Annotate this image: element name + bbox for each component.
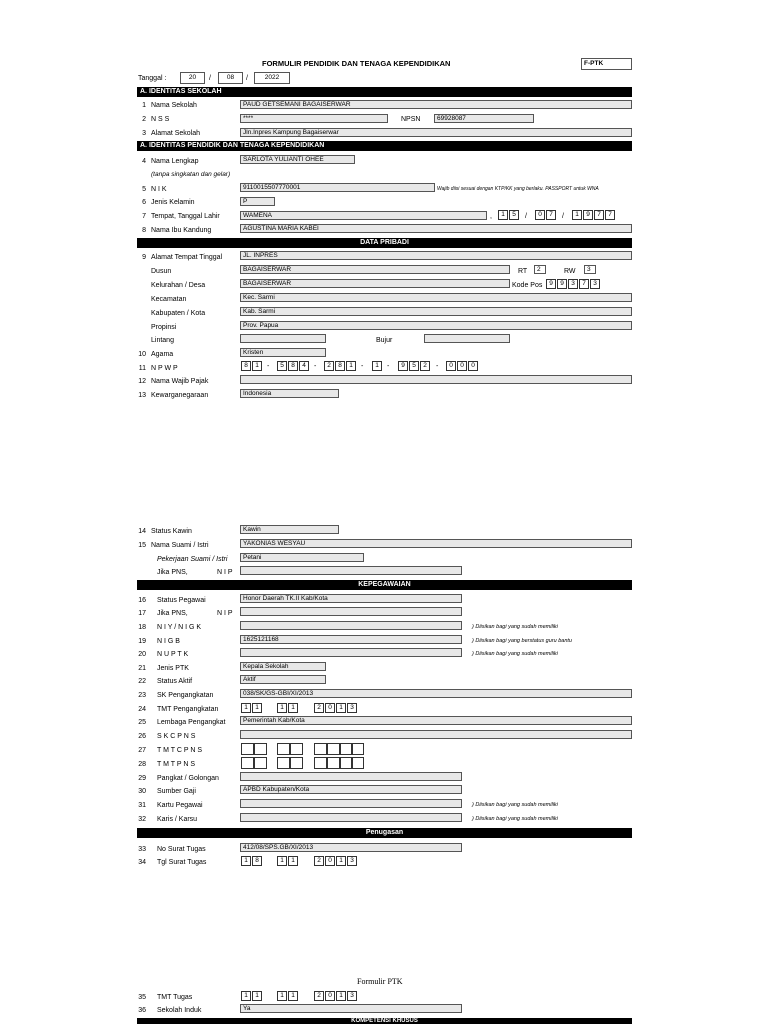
dusun-field[interactable]: BAGAISERWAR: [240, 265, 510, 274]
status-pegawai-field[interactable]: Honor Daerah TK.II Kab/Kota: [240, 594, 462, 603]
row-number: 19: [138, 638, 146, 645]
label-nama-wajib-pajak: Nama Wajib Pajak: [151, 378, 209, 385]
row-number: 10: [138, 351, 146, 358]
row-number: 20: [138, 651, 146, 658]
label-tempat-tanggal-lahir: Tempat, Tanggal Lahir: [151, 213, 220, 220]
npwp-digit[interactable]: 1: [252, 361, 262, 371]
alamat-field[interactable]: JL. INPRES: [240, 251, 632, 260]
npwp-digit[interactable]: 0: [457, 361, 467, 371]
lembaga-pengangkat-field[interactable]: Pemerintah Kab/Kota: [240, 716, 632, 725]
form-title: FORMULIR PENDIDIK DAN TENAGA KEPENDIDIKAN: [262, 59, 451, 68]
jenis-kelamin-field[interactable]: P: [240, 197, 275, 206]
date-year-field[interactable]: 2022: [254, 72, 290, 84]
npwp-digit[interactable]: 0: [446, 361, 456, 371]
label-rw: RW: [564, 268, 576, 275]
tmt-year-digit[interactable]: 0: [325, 703, 335, 713]
kecamatan-field[interactable]: Kec. Sarmi: [240, 293, 632, 302]
tmt-tugas-year-digit[interactable]: 1: [336, 991, 346, 1001]
row-number: 35: [138, 994, 146, 1001]
row-number: 29: [138, 775, 146, 782]
label-sumber-gaji: Sumber Gaji: [157, 788, 196, 795]
row-number: 13: [138, 392, 146, 399]
label-nip: N I P: [217, 569, 233, 576]
label-kelurahan: Kelurahan / Desa: [151, 282, 206, 289]
label-karis-karsu: Karis / Karsu: [157, 816, 198, 823]
page-footer: Formulir PTK: [357, 977, 403, 986]
npwp-digit[interactable]: 1: [372, 361, 382, 371]
tmt-tugas-day-digit[interactable]: 1: [241, 991, 251, 1001]
rt-field[interactable]: 2: [534, 265, 546, 274]
label-tmt-cpns: T M T C P N S: [157, 747, 202, 754]
row-number: 25: [138, 719, 146, 726]
row-number: 36: [138, 1007, 146, 1014]
npwp-digit[interactable]: 9: [398, 361, 408, 371]
npwp-digit[interactable]: 5: [277, 361, 287, 371]
tgl-tugas-month-digit[interactable]: 1: [288, 856, 298, 866]
row-number: 9: [142, 254, 146, 261]
no-surat-tugas-field[interactable]: 412/08/SPS.GB/XI/2013: [240, 843, 462, 852]
row-number: 33: [138, 846, 146, 853]
tmt-cpns-digit[interactable]: [340, 743, 352, 755]
npwp-digit[interactable]: 0: [468, 361, 478, 371]
label-nuptk: N U P T K: [157, 651, 189, 658]
tmt-tugas-month-digit[interactable]: 1: [288, 991, 298, 1001]
pangkat-golongan-field[interactable]: [240, 772, 462, 781]
tmt-tugas-year-digit[interactable]: 0: [325, 991, 335, 1001]
row-number: 22: [138, 678, 146, 685]
label-pekerjaan-suami-istri: Pekerjaan Suami / Istri: [157, 556, 228, 563]
birth-year-digit[interactable]: 7: [594, 210, 604, 220]
kode-pos-digit[interactable]: 3: [568, 279, 578, 289]
birth-day-digit[interactable]: 1: [498, 210, 508, 220]
tmt-cpns-digit[interactable]: [290, 743, 303, 755]
tmt-pns-digit[interactable]: [290, 757, 303, 769]
note-karis-karsu: ) Diisikan bagi yang sudah memiliki: [472, 816, 558, 822]
sumber-gaji-field[interactable]: APBD Kabupaten/Kota: [240, 785, 462, 794]
row-number: 30: [138, 788, 146, 795]
label-jenis-kelamin: Jenis Kelamin: [151, 199, 195, 206]
nik-field[interactable]: 9110015507770001: [240, 183, 435, 192]
label-rt: RT: [518, 268, 528, 275]
birth-month-digit[interactable]: 7: [546, 210, 556, 220]
row-number: 18: [138, 624, 146, 631]
nama-lengkap-field[interactable]: SARLOTA YULIANTI OHEE: [240, 155, 355, 164]
label-niy-nigk: N I Y / N I G K: [157, 624, 202, 631]
label-sekolah-induk: Sekolah Induk: [157, 1007, 202, 1014]
tmt-tugas-day-digit[interactable]: 1: [252, 991, 262, 1001]
row-number: 15: [138, 542, 146, 549]
label-tgl-surat-tugas: Tgl Surat Tugas: [157, 859, 207, 866]
tgl-tugas-year-digit[interactable]: 3: [347, 856, 357, 866]
nigb-field[interactable]: 1625121168: [240, 635, 462, 644]
note-niy: ) Diisikan bagi yang sudah memiliki: [472, 624, 558, 630]
section-kompetensi-khusus: KOMPETENSI KHUSUS: [137, 1018, 632, 1024]
label-status-kawin: Status Kawin: [151, 528, 192, 535]
nama-suami-istri-field[interactable]: YAKONIAS WESYAU: [240, 539, 632, 548]
label-kabupaten: Kabupaten / Kota: [151, 310, 206, 317]
tmt-pns-digit[interactable]: [327, 757, 340, 769]
section-penugasan: Penugasan: [137, 828, 632, 838]
npsn-field[interactable]: 69928087: [434, 114, 534, 123]
tmt-pns-digit[interactable]: [352, 757, 364, 769]
label-nama-suami-istri: Nama Suami / Istri: [151, 542, 209, 549]
label-nigb: N I G B: [157, 638, 180, 645]
label-nama-lengkap: Nama Lengkap: [151, 158, 199, 165]
birth-year-digit[interactable]: 7: [605, 210, 615, 220]
label-kecamatan: Kecamatan: [151, 296, 187, 303]
tmt-pns-digit[interactable]: [314, 757, 327, 769]
tmt-year-digit[interactable]: 1: [336, 703, 346, 713]
row-number: 11: [138, 365, 146, 372]
tmt-pns-digit[interactable]: [254, 757, 267, 769]
label-dusun: Dusun: [151, 268, 172, 275]
sk-pengangkatan-field[interactable]: 038/SK/GS-GBI/XI/2013: [240, 689, 632, 698]
pekerjaan-suami-istri-field[interactable]: Petani: [240, 553, 364, 562]
lintang-field[interactable]: [240, 334, 326, 343]
npwp-digit[interactable]: 4: [299, 361, 309, 371]
note-tanpa-singkatan: (tanpa singkatan dan gelar): [151, 171, 231, 178]
label-status-pegawai: Status Pegawai: [157, 597, 206, 604]
tmt-pns-digit[interactable]: [277, 757, 290, 769]
label-tmt-pns: T M T P N S: [157, 761, 195, 768]
row-number: 14: [138, 528, 146, 535]
row-number: 26: [138, 733, 146, 740]
npwp-dot: -: [361, 363, 364, 370]
alamat-sekolah-field[interactable]: Jln.Inpres Kampung Bagaiserwar: [240, 128, 632, 137]
row-number: 32: [138, 816, 146, 823]
row-number: 7: [142, 213, 146, 220]
label-kewarganegaraan: Kewarganegaraan: [151, 392, 209, 399]
sekolah-induk-field[interactable]: Ya: [240, 1004, 462, 1013]
row-number: 23: [138, 692, 146, 699]
row-number: 6: [142, 199, 146, 206]
tmt-tugas-year-digit[interactable]: 2: [314, 991, 324, 1001]
row-number: 5: [142, 186, 146, 193]
kode-pos-digit[interactable]: 3: [590, 279, 600, 289]
tmt-year-digit[interactable]: 2: [314, 703, 324, 713]
npwp-dot: -: [314, 363, 317, 370]
kode-pos-digit[interactable]: 9: [546, 279, 556, 289]
birth-year-digit[interactable]: 9: [583, 210, 593, 220]
npwp-dot: -: [387, 363, 390, 370]
tmt-day-digit[interactable]: 1: [241, 703, 251, 713]
bujur-field[interactable]: [424, 334, 510, 343]
npwp-digit[interactable]: 2: [324, 361, 334, 371]
kartu-pegawai-field[interactable]: [240, 799, 462, 808]
section-identitas-ptk: A. IDENTITAS PENDIDIK DAN TENAGA KEPENDIDIKAN: [137, 141, 632, 151]
tmt-cpns-digit[interactable]: [241, 743, 254, 755]
label-alamat: Alamat Tempat Tinggal: [151, 254, 223, 261]
note-kartu-pegawai: ) Diisikan bagi yang sudah memiliki: [472, 802, 558, 808]
status-aktif-field[interactable]: Aktif: [240, 675, 326, 684]
sk-cpns-field[interactable]: [240, 730, 632, 739]
nuptk-field[interactable]: [240, 648, 462, 657]
tmt-tugas-year-digit[interactable]: 3: [347, 991, 357, 1001]
kewarganegaraan-field[interactable]: Indonesia: [240, 389, 339, 398]
tgl-tugas-month-digit[interactable]: 1: [277, 856, 287, 866]
tmt-cpns-digit[interactable]: [254, 743, 267, 755]
label-npsn: NPSN: [401, 116, 421, 123]
label-kode-pos: Kode Pos: [512, 282, 543, 289]
kelurahan-field[interactable]: BAGAISERWAR: [240, 279, 510, 288]
label-lintang: Lintang: [151, 337, 174, 344]
karis-karsu-field[interactable]: [240, 813, 462, 822]
label-kartu-pegawai: Kartu Pegawai: [157, 802, 203, 809]
tmt-cpns-digit[interactable]: [314, 743, 327, 755]
tgl-tugas-year-digit[interactable]: 1: [336, 856, 346, 866]
label-propinsi: Propinsi: [151, 324, 177, 331]
row-number: 12: [138, 378, 146, 385]
kode-pos-digit[interactable]: 9: [557, 279, 567, 289]
propinsi-field[interactable]: Prov. Papua: [240, 321, 632, 330]
note-nik: Wajib diisi sesuai dengan KTP/KK yang berlaku. PASSPORT untuk WNA: [437, 186, 599, 192]
tmt-cpns-digit[interactable]: [327, 743, 340, 755]
date-sep: /: [246, 75, 248, 82]
tmt-cpns-digit[interactable]: [352, 743, 364, 755]
status-kawin-field[interactable]: Kawin: [240, 525, 339, 534]
label-nik: N I K: [151, 186, 167, 193]
label-nama-ibu: Nama Ibu Kandung: [151, 227, 212, 234]
label-alamat-sekolah: Alamat Sekolah: [151, 130, 201, 137]
birth-year-digit[interactable]: 1: [572, 210, 582, 220]
birth-day-digit[interactable]: 5: [509, 210, 519, 220]
jenis-ptk-field[interactable]: Kepala Sekolah: [240, 662, 326, 671]
note-nigb: ) Diisikan bagi yang berstatus guru bantu: [472, 638, 572, 644]
npwp-digit[interactable]: 1: [346, 361, 356, 371]
section-kepegawaian: KEPEGAWAIAN: [137, 580, 632, 590]
npwp-digit[interactable]: 8: [241, 361, 251, 371]
tgl-tugas-year-digit[interactable]: 2: [314, 856, 324, 866]
tmt-month-digit[interactable]: 1: [288, 703, 298, 713]
label-agama: Agama: [151, 351, 174, 358]
tmt-pns-digit[interactable]: [241, 757, 254, 769]
label-jika-pns: Jika PNS,: [157, 610, 188, 617]
row-number: 16: [138, 597, 146, 604]
form-code: F-PTK: [581, 58, 632, 70]
row-number: 24: [138, 706, 146, 713]
nip-field[interactable]: [240, 607, 462, 616]
label-nama-sekolah: Nama Sekolah: [151, 102, 197, 109]
label-status-aktif: Status Aktif: [157, 678, 193, 685]
row-number: 2: [142, 116, 146, 123]
row-number: 17: [138, 610, 146, 617]
nss-field[interactable]: ****: [240, 114, 388, 123]
row-number: 28: [138, 761, 146, 768]
birth-month-digit[interactable]: 0: [535, 210, 545, 220]
label-sk-cpns: S K C P N S: [157, 733, 196, 740]
npwp-dot: -: [436, 363, 439, 370]
nama-wajib-pajak-field[interactable]: [240, 375, 632, 384]
kode-pos-digit[interactable]: 7: [579, 279, 589, 289]
tgl-tugas-year-digit[interactable]: 0: [325, 856, 335, 866]
row-number: 1: [142, 102, 146, 109]
tmt-month-digit[interactable]: 1: [277, 703, 287, 713]
npwp-dot: -: [267, 363, 270, 370]
tmt-tugas-month-digit[interactable]: 1: [277, 991, 287, 1001]
date-month-field[interactable]: 08: [218, 72, 243, 84]
label-lembaga-pengangkat: Lembaga Pengangkat: [157, 719, 226, 726]
kabupaten-field[interactable]: Kab. Sarmi: [240, 307, 632, 316]
date-sep: /: [525, 213, 527, 220]
date-sep: /: [209, 75, 211, 82]
npwp-digit[interactable]: 5: [409, 361, 419, 371]
agama-field[interactable]: Kristen: [240, 348, 326, 357]
label-bujur: Bujur: [376, 337, 393, 344]
section-identitas-sekolah: A. IDENTITAS SEKOLAH: [137, 87, 632, 97]
tanggal-label: Tanggal :: [138, 75, 167, 82]
npwp-digit[interactable]: 2: [420, 361, 430, 371]
label-sk-pengangkatan: SK Pengangkatan: [157, 692, 214, 699]
label-npwp: N P W P: [151, 365, 178, 372]
niy-nigk-field[interactable]: [240, 621, 462, 630]
label-jenis-ptk: Jenis PTK: [157, 665, 189, 672]
label-pangkat-golongan: Pangkat / Golongan: [157, 775, 219, 782]
tmt-pns-digit[interactable]: [340, 757, 352, 769]
row-number: 8: [142, 227, 146, 234]
npwp-digit[interactable]: 8: [335, 361, 345, 371]
tgl-tugas-day-digit[interactable]: 1: [241, 856, 251, 866]
nama-ibu-field[interactable]: AGUSTINA MARIA KABEI: [240, 224, 632, 233]
tgl-tugas-day-digit[interactable]: 8: [252, 856, 262, 866]
row-number: 34: [138, 859, 146, 866]
section-data-pribadi: DATA PRIBADI: [137, 238, 632, 248]
tempat-lahir-field[interactable]: WAMENA: [240, 211, 487, 220]
row-number: 27: [138, 747, 146, 754]
label-no-surat-tugas: No Surat Tugas: [157, 846, 206, 853]
tmt-cpns-digit[interactable]: [277, 743, 290, 755]
label-tmt-pengangkatan: TMT Pengangkatan: [157, 706, 219, 713]
row-number: 4: [142, 158, 146, 165]
date-sep: /: [562, 213, 564, 220]
row-number: 21: [138, 665, 146, 672]
comma: ,: [490, 213, 492, 220]
label-nss: N S S: [151, 116, 170, 123]
tmt-day-digit[interactable]: 1: [252, 703, 262, 713]
label-jika-pns: Jika PNS,: [157, 569, 188, 576]
rw-field[interactable]: 3: [584, 265, 596, 274]
nama-sekolah-field[interactable]: PAUD GETSEMANI BAGAISERWAR: [240, 100, 632, 109]
date-day-field[interactable]: 20: [180, 72, 205, 84]
nip-suami-istri-field[interactable]: [240, 566, 462, 575]
note-nuptk: ) Diisikan bagi yang sudah memiliki: [472, 651, 558, 657]
label-nip: N I P: [217, 610, 233, 617]
npwp-digit[interactable]: 8: [288, 361, 298, 371]
label-tmt-tugas: TMT Tugas: [157, 994, 193, 1001]
row-number: 3: [142, 130, 146, 137]
row-number: 31: [138, 802, 146, 809]
tmt-year-digit[interactable]: 3: [347, 703, 357, 713]
